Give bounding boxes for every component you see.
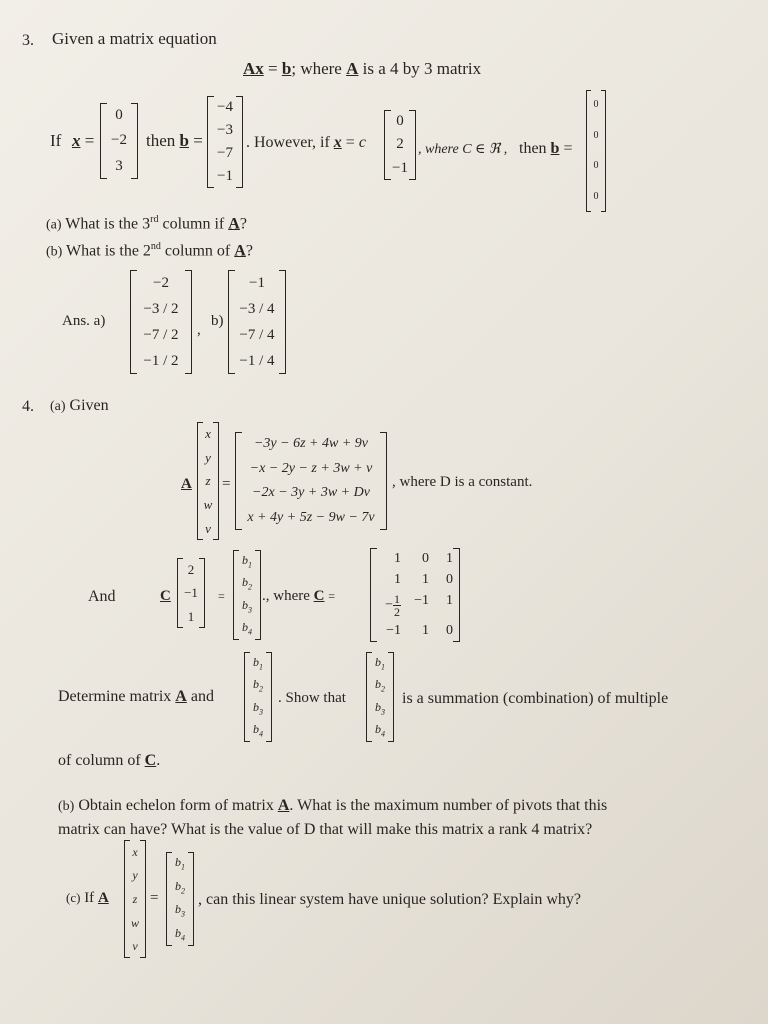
answer-b-vector: [228, 270, 286, 374]
answer-b-label: b): [211, 313, 224, 329]
answer-a-vector: [130, 270, 192, 374]
bvec-entry: $b_3$: [253, 699, 263, 716]
answer-label: Ans. a): [62, 313, 106, 329]
var-entry: y: [205, 449, 211, 465]
answer-separator: ,: [197, 322, 201, 338]
where-c-text: , where C ∈ ℜ ,: [418, 142, 508, 157]
frac-den: 2: [394, 605, 400, 620]
var-entry: y: [132, 868, 138, 883]
C-cell: 1: [422, 623, 429, 639]
bvec-entry: $b_4$: [253, 722, 263, 739]
and-label: And: [88, 588, 116, 605]
q4b-label: (b): [58, 799, 75, 814]
C-cell-fraction: − $\frac{1}{2}$: [385, 592, 400, 620]
c-label: c: [358, 134, 366, 151]
C-row: [371, 572, 459, 588]
x2-entry: 0: [396, 113, 404, 130]
q4c-A: A: [97, 890, 109, 906]
var-entry: v: [205, 520, 211, 536]
q3a-sup: rd: [150, 214, 159, 225]
of-col-dot: .: [156, 752, 161, 769]
C-cell: −1: [386, 623, 401, 639]
bvec-entry: $b_2$: [175, 878, 185, 895]
frac-num: 1: [394, 592, 400, 607]
b-vector-determine: [244, 652, 272, 742]
x-label: x: [72, 131, 81, 150]
bvec-entry: $b_4$: [175, 925, 185, 942]
then-b: [146, 132, 203, 151]
C-cell: 1: [394, 550, 401, 566]
C-cell: 1: [394, 571, 401, 587]
show-that-text: . Show that: [278, 690, 346, 706]
b-vector-4a: [233, 550, 261, 640]
det-A: A: [175, 688, 187, 705]
question-4c-prefix: [66, 890, 109, 907]
ans-b-entry: −3 / 4: [239, 300, 275, 317]
var-entry: v: [132, 939, 138, 954]
equals-3: =: [563, 140, 573, 157]
question-4-number: 4.: [22, 398, 34, 415]
of-col-text: of column of: [58, 752, 141, 769]
x-equals: [72, 132, 94, 151]
then-b-2: [519, 140, 572, 158]
question-4c-text: , can this linear system have unique solution? Explain why?: [198, 891, 582, 908]
ans-a-entry: −2: [153, 274, 169, 291]
C-cell: 0: [422, 550, 429, 566]
b2-entry: 0: [593, 99, 599, 111]
eq-tail: is a 4 by 3 matrix: [362, 59, 482, 78]
bvec-entry: $b_2$: [375, 677, 385, 694]
q4b-A: A: [277, 797, 290, 814]
where-C-text: ., where: [262, 588, 310, 604]
b-label-2: b: [550, 140, 560, 157]
question-3-number: 3.: [22, 32, 34, 49]
determine-line: [58, 688, 214, 706]
det-text: Determine matrix: [58, 688, 172, 705]
eq-A: A: [346, 59, 359, 78]
cvec-entry: −1: [184, 585, 198, 601]
ans-a-entry: −7 / 2: [143, 326, 179, 343]
bvec-entry: $b_1$: [375, 654, 385, 671]
var-entry: z: [132, 891, 138, 906]
q4a-label: (a): [50, 399, 66, 414]
eq-b: b: [281, 59, 292, 78]
b2-entry: 0: [593, 129, 599, 141]
b-equals-sign: =: [193, 131, 203, 150]
then-label: then: [146, 131, 176, 150]
C-matrix: [370, 548, 460, 642]
ans-a-entry: −1 / 2: [143, 352, 179, 369]
q3b-A: A: [234, 242, 246, 260]
bvec-entry: $b_4$: [242, 620, 252, 637]
var-entry: z: [205, 473, 211, 489]
rhs-entry: −2x − 3y + 3w + Dv: [252, 485, 370, 501]
x2-entry: 2: [396, 136, 404, 153]
C-cell: 1: [446, 593, 453, 609]
A-label: A: [181, 476, 192, 492]
equals-sign-4b: =: [218, 589, 225, 603]
cvec-entry: 2: [187, 562, 195, 578]
b1-entry: −3: [217, 122, 233, 138]
C-eq-label: C: [313, 588, 325, 604]
b2-entry: 0: [593, 190, 599, 202]
of-column-line: [58, 752, 160, 770]
C-cell: 0: [446, 571, 453, 587]
q3b-q: ?: [245, 242, 253, 260]
c-vector: [177, 558, 205, 628]
C-cell: −1: [414, 593, 429, 609]
question-4a-heading: [50, 397, 109, 415]
rhs-entry: −3y − 6z + 4w + 9v: [253, 436, 368, 452]
q4b-text-pre: Obtain echelon form of matrix: [78, 797, 274, 814]
x-vector-2: [384, 110, 416, 180]
however-clause: [246, 134, 366, 152]
var-entry: x: [132, 844, 138, 859]
if-label: If: [50, 131, 62, 150]
rhs-entry: −x − 2y − z + 3w + v: [249, 460, 373, 476]
matrix-equation-line: [243, 60, 481, 79]
q4c-if: If: [84, 890, 95, 906]
eq-equals: =: [268, 59, 278, 78]
det-and: and: [190, 688, 214, 705]
x-vector-1: [100, 103, 138, 179]
q3b-label: (b): [46, 244, 63, 260]
C-letter: C: [160, 588, 171, 604]
b2-entry: 0: [593, 160, 599, 172]
b1-entry: −4: [217, 99, 233, 115]
b-vector-c: [166, 852, 194, 946]
ans-b-entry: −7 / 4: [239, 326, 275, 343]
equals-sign-4c: =: [150, 890, 159, 906]
rhs-vector: [235, 432, 387, 530]
question-4b-line-2: matrix can have? What is the value of D that will make this matrix a rank 4 matrix?: [58, 821, 593, 838]
b1-entry: −1: [217, 168, 233, 184]
b-vector-1: [207, 96, 243, 188]
q3a-q: ?: [239, 215, 247, 233]
C-cell: 0: [446, 623, 453, 639]
ans-b-entry: −1: [249, 274, 265, 291]
q4b-text-post: . What is the maximum number of pivots that this: [289, 797, 608, 814]
var-entry: x: [205, 426, 211, 442]
where-C-clause: [262, 588, 335, 605]
b-vector-2: [586, 90, 606, 212]
q4c-label: (c): [66, 890, 81, 905]
var-entry: w: [130, 915, 139, 930]
q4a-given: Given: [69, 397, 109, 414]
question-3a: [46, 214, 247, 233]
x-label-2: x: [333, 134, 342, 151]
x1-entry: −2: [111, 132, 127, 149]
x2-entry: −1: [392, 159, 408, 176]
b-vector-show: [366, 652, 394, 742]
where-D-text: , where D is a constant.: [392, 474, 533, 490]
b-label: b: [179, 131, 189, 150]
C-row: [371, 623, 459, 639]
q3a-label: (a): [46, 217, 62, 233]
bvec-entry: $b_2$: [242, 575, 252, 592]
eq-where: ; where: [291, 59, 342, 78]
A-equals: [181, 476, 192, 493]
bvec-entry: $b_2$: [253, 677, 263, 694]
q3b-sup: nd: [150, 241, 161, 252]
then-label-2: then: [519, 140, 547, 157]
question-3-title: Given a matrix equation: [52, 29, 217, 48]
C-row: [371, 593, 459, 618]
var-entry: w: [203, 497, 213, 513]
q3b-text-pre: What is the 2: [66, 242, 151, 260]
q3b-text-post: column of: [160, 242, 231, 260]
question-4b-line-1: [58, 797, 607, 815]
bvec-entry: $b_4$: [375, 722, 385, 739]
variable-vector: [197, 422, 219, 540]
C-row: [371, 551, 459, 567]
q3a-text-pre: What is the 3: [65, 215, 151, 233]
bvec-entry: $b_1$: [242, 552, 252, 569]
C-cell: 1: [422, 571, 429, 587]
question-3b: [46, 241, 253, 260]
eq-Ax: Ax: [243, 59, 264, 78]
cvec-entry: 1: [187, 608, 195, 624]
bvec-entry: $b_3$: [242, 597, 252, 614]
ans-a-entry: −3 / 2: [143, 300, 179, 317]
bvec-entry: $b_3$: [175, 902, 185, 919]
x-equals-sign: =: [84, 131, 95, 150]
C-label: [160, 588, 171, 605]
bvec-entry: $b_3$: [375, 699, 385, 716]
variable-vector-c: [124, 840, 146, 958]
equals-2: =: [345, 134, 355, 151]
ans-b-entry: −1 / 4: [239, 352, 275, 369]
x1-entry: 3: [115, 157, 123, 174]
x1-entry: 0: [115, 107, 123, 124]
rhs-entry: x + 4y + 5z − 9w − 7v: [247, 509, 375, 525]
C-cell: 1: [446, 550, 453, 566]
q3a-A: A: [228, 215, 240, 233]
summation-text: is a summation (combination) of multiple: [402, 690, 669, 707]
bvec-entry: $b_1$: [253, 654, 263, 671]
however-text: . However, if: [246, 134, 330, 151]
of-col-C: C: [144, 752, 157, 769]
b1-entry: −7: [217, 145, 233, 161]
bvec-entry: $b_1$: [175, 855, 185, 872]
C-eq-sign: =: [328, 589, 336, 603]
q3a-text-post: column if: [158, 215, 225, 233]
equals-sign-4a: =: [222, 476, 231, 492]
